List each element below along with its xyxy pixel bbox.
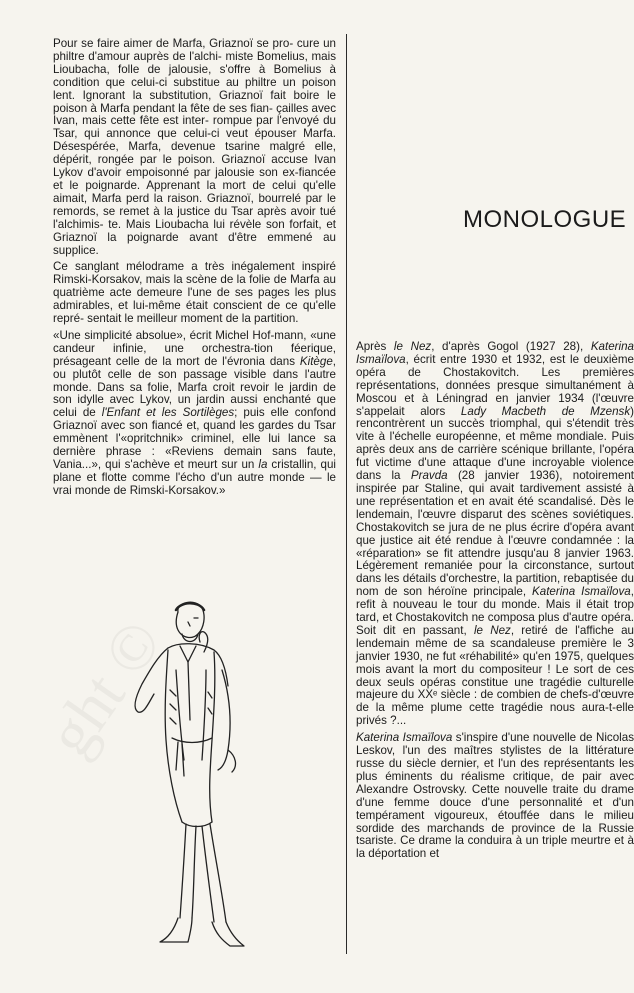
text-line: cure un philtre d'amour auprès de l'alchi-	[53, 37, 337, 63]
text-line: ex-fiancée et le poignarde. Apprenant la mort	[53, 166, 336, 192]
singer-in-costume-drawing-icon	[118, 600, 268, 960]
text-span: s'inspire d'une nouvelle de Nicolas Leskov, l'un des maîtres stylistes de la littérature russe du siècle dernier, et l'un des représentants les plus éminents du réalisme critique, de pair avec Alexandre Ostrovsky. Cette nouvelle traite du drame d'une femme douce d'une personnalité et d'un tempérament vigoureux, étouffée dans le milieu sordide des marchands de province de la Russie tsariste. Ce drame la conduira à un triple meurtre et à la déportation et	[356, 731, 634, 861]
text-line: Griaznoï la poignarde avant d'être emmené	[53, 230, 324, 244]
text-line: de celui qu'elle aimait, Marfa perd la raison.	[53, 178, 336, 205]
left-text-column	[53, 38, 336, 502]
text-line: au supplice.	[53, 230, 336, 257]
section-heading: MONOLOGUE	[463, 206, 627, 233]
text-line: miste Bomelius, mais Lioubacha, folle de	[53, 49, 337, 76]
italic-title: Pravda	[410, 469, 448, 483]
column-divider	[346, 34, 347, 954]
text-line: rompue par l'envoyé du Tsar, qui annonce	[53, 114, 336, 141]
paragraph-chostakovitch	[356, 341, 634, 728]
text-span: , retiré de l'affiche au lendemain même de sa scandaleuse première le 3 janvier 1930, ne fut «réhabilité» qu'en 1975, quelques mois avant la mort du compositeur ! Le sort de ces deux seuls opéras constitue une tragédie culturelle majeure du XXᵉ siècle : de combien de chefs-d'œuvre de la même plume cette tragédie nous aura-t-elle privés ?...	[356, 623, 634, 728]
text-span: , ou plutôt celle de son passage visible dans l'autre monde. Dans sa folie, Marfa croit revoir le jardin de son idylle avec Lykov, un jardin aussi enchanté que celui de	[53, 354, 336, 420]
text-line: jalousie, s'offre à Bomelius à condition que	[53, 62, 336, 89]
text-line: te. Mais Lioubacha lui révèle son forfait, et	[108, 217, 336, 231]
italic-title: Katerina Ismaïlova	[532, 585, 631, 599]
paragraph-synopsis	[53, 38, 336, 257]
text-line: la folie de Marfa au quatrième acte demeure	[53, 273, 336, 300]
text-line: Lykov d'avoir empoisonné par jalousie son	[53, 166, 283, 180]
italic-title: Katerina Ismaïlova	[356, 731, 453, 745]
text-span: , d'après Gogol (1927 28),	[431, 340, 591, 353]
italic-title: le Nez	[473, 623, 511, 637]
italic-note: la	[258, 458, 268, 471]
text-line: Ignorant la substitution, Griaznoï fait boire le	[82, 88, 336, 102]
text-line: celui-ci substitue au philtre un poison lent.	[53, 75, 336, 102]
text-span: , écrit entre 1930 et 1932, est le deuxième opéra de Chostakovitch. Les premières représentations, données presque simultanément à Moscou et à Léningrad en janvier 1934 (l'œuvre s'appelait alors	[356, 352, 634, 418]
text-line: l'une de ses pages les plus admirables, et	[53, 286, 336, 313]
text-span: cristallin, qui plane et flotte comme l'écho d'un autre monde — le vrai monde de Rimski-Korsakov.»	[53, 458, 336, 497]
text-line: inspiré Rimski-Korsakov, mais la scène de	[53, 260, 336, 287]
text-span: ) rencontrèrent un succès triomphal, qui s'étendit très vite à l'échelle européenne, et même mondiale. Puis après deux ans de carrière scénique brillante, l'opéra fut victime d'une attaque d'une incroyable violence dans la	[356, 404, 634, 483]
text-span: (28 janvier 1936), notoirement inspirée par Staline, qui avait tardivement assisté à une représentation et en avait été scandalisé. Dès le lendemain, l'œuvre disparut des scènes soviétiques. Chostakovitch se jura de ne plus écrire d'opéra avant que justice ait été rendue à l'œuvre condamnée : la «réparation» se fit attendre jusqu'au 8 janvier 1963. Légèrement remaniée pour la circonstance, surtout dans les détails d'orchestre, la partition, rebaptisée du nom de son héroïne principale,	[356, 469, 634, 599]
italic-title: Lady Macbeth de Mzensk	[460, 404, 631, 418]
text-line: Ce sanglant mélodrame a très inégalement	[53, 260, 302, 274]
text-line: çailles avec Ivan, mais cette fête est inter-	[53, 101, 336, 128]
text-line: que celui-ci veut épouser Marfa. Désespérée,	[53, 127, 336, 154]
italic-title: le Nez	[393, 340, 432, 353]
text-line: Marfa, devenue tsarine malgré elle, dépérit,	[53, 140, 336, 167]
paragraph-quote	[53, 330, 336, 498]
right-text-column	[356, 340, 634, 951]
text-span: ; puis elle confond Griaznoï avec son fiancé et, quand les gardes du Tsar emmènent l'«opritchnik» criminel, elle lui lance sa dernière phrase : «Reviens demain sans faute, Vania...», qui s'achève et meurt sur un	[53, 406, 336, 471]
italic-title: Kitège	[299, 354, 333, 368]
paragraph-leskov	[356, 732, 634, 861]
text-line: à la justice du Tsar après avoir tué l'alchimis-	[53, 204, 336, 231]
text-line: rongée par le poison. Griaznoï accuse Ivan	[97, 153, 336, 167]
text-line: Pour se faire aimer de Marfa, Griaznoï se pro-	[53, 37, 297, 50]
text-span: «Une simplicité absolue», écrit Michel Hof-mann, «une candeur infinie, une orchestra-tion féerique, présageant celle de la mort de l'évronia dans	[53, 328, 336, 368]
text-line: Griaznoï, bourrelé par le remords, se remet	[53, 191, 336, 218]
svg-text:ght ©: ght ©	[33, 607, 176, 769]
text-span: , refit à nouveau le tour du monde. Mais il était trop tard, et Chostakovitch ne composa plus d'autre opéra. Soit dit en passant,	[356, 585, 634, 637]
text-line: poison à Marfa pendant la fête de ses fian-	[53, 101, 277, 115]
italic-title: l'Enfant et les Sortilèges	[101, 406, 235, 420]
text-span: Après	[356, 340, 394, 353]
text-line: sentait le meilleur moment de la partition.	[87, 312, 299, 326]
paragraph-melodrama	[53, 261, 336, 326]
italic-title: Katerina Ismaïlova	[356, 340, 634, 366]
text-line: lui-même était conscient de ce qu'elle repré-	[53, 299, 337, 326]
